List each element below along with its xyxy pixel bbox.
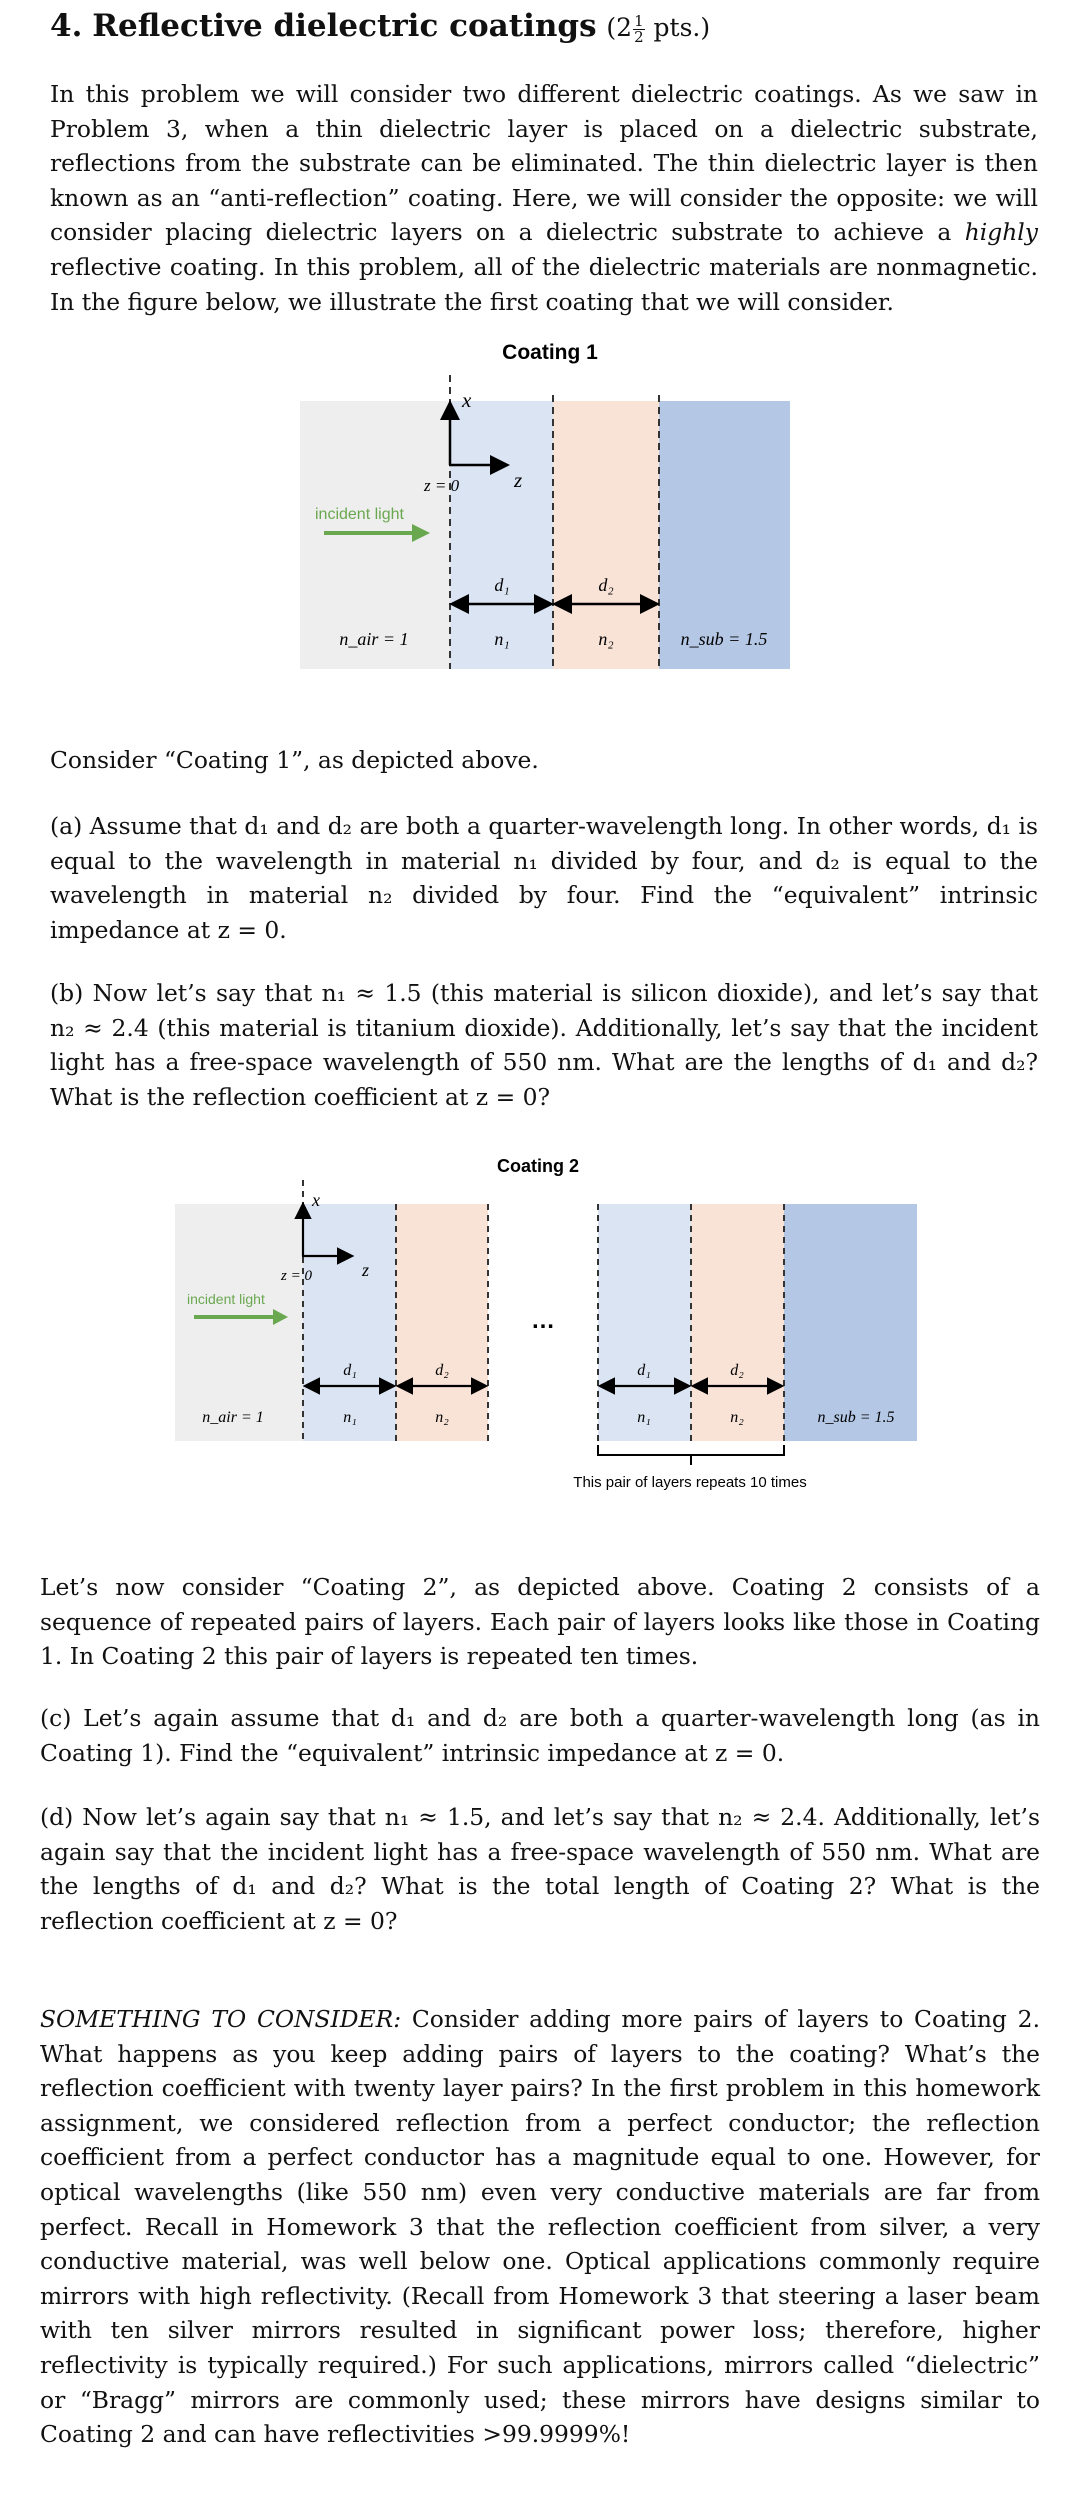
d1-label: d₁ <box>343 1362 357 1379</box>
layer1-region <box>303 1204 396 1441</box>
layer2-region <box>396 1204 488 1441</box>
something-to-consider <box>40 2002 1040 2452</box>
d1-label: d₁ <box>637 1362 651 1379</box>
z-origin-label: z = 0 <box>281 1268 312 1284</box>
d2-label: d₂ <box>598 575 614 595</box>
n1-label: n₁ <box>343 1409 357 1426</box>
layer1-region <box>598 1204 691 1441</box>
d2-label: d₂ <box>435 1362 449 1379</box>
consider-coating2: Let’s now consider “Coating 2”, as depicted above. Coating 2 consists of a sequence of repeated pairs of layers. Each pair of layers looks like those in Coating 1. In Coating 2 this pair of layers is repeated ten times. <box>40 1573 1040 1671</box>
consider-coating1: Consider “Coating 1”, as depicted above. <box>50 746 539 774</box>
part-b: (b) Now let’s say that n₁ ≈ 1.5 (this material is silicon dioxide), and let’s say that n₂ ≈ 2.4 (this material is titanium dioxide). Additionally, let’s say that the incident light has a free-space wavelength of 550 nm. What are the lengths of d₁ and d₂? What is the reflection coefficient at z = 0? <box>50 979 1038 1111</box>
coating2-title: Coating 2 <box>496 1156 580 1176</box>
layer2-region <box>691 1204 784 1441</box>
n1-label: n₁ <box>637 1409 651 1426</box>
repeat-note: This pair of layers repeats 10 times <box>573 1474 807 1491</box>
points-close: pts.) <box>645 13 711 42</box>
z-axis-label: z <box>362 1260 370 1280</box>
incident-light-label: incident light <box>187 1291 265 1307</box>
intro-emphasis: highly <box>964 218 1038 247</box>
points-frac-top: 1 <box>634 12 644 30</box>
part-d: (d) Now let’s again say that n₁ ≈ 1.5, and let’s say that n₂ ≈ 2.4. Additionally, let’s again say that the incident light has a free-space wavelength of 550 nm. What are the lengths of d₁ and d₂? What is the total length of Coating 2? What is the reflection coefficient at z = 0? <box>40 1803 1040 1935</box>
z-axis-label: z <box>514 468 523 492</box>
intro-text: In this problem we will consider two different dielectric coatings. As we saw in Problem 3, when a thin dielectric layer is placed on a dielectric substrate, reflections from the substrate can be eliminated. The thin dielectric layer is then known as an “anti-reflection” coating. Here, we will consider the opposite: we will consider placing dielectric layers on a dielectric substrate to achieve a <box>50 80 1038 247</box>
problem-points <box>606 12 711 46</box>
d2-label: d₂ <box>730 1362 744 1379</box>
coating2-figure <box>160 1140 940 1500</box>
problem-title: Reflective dielectric coatings <box>92 8 597 44</box>
part-a: (a) Assume that d₁ and d₂ are both a quarter-wavelength long. In other words, d₁ is equal to the wavelength in material n₁ divided by four, and d₂ is equal to the wavelength in material n₂ divided by four. Find the “equivalent” intrinsic impedance at z = 0. <box>50 812 1038 944</box>
ellipsis: … <box>531 1307 555 1334</box>
substrate-region <box>784 1204 917 1441</box>
z-origin-label: z = 0 <box>424 476 460 495</box>
points-frac-bottom: 2 <box>634 28 644 46</box>
x-axis-label: x <box>462 388 472 412</box>
n-sub-label: n_sub = 1.5 <box>817 1409 895 1426</box>
points-open: (2 <box>606 13 633 42</box>
intro-end: reflective coating. In this problem, all of the dielectric materials are nonmagnetic. In the figure below, we illustrate the first coating that we will consider. <box>50 252 1038 316</box>
d1-label: d₁ <box>494 575 510 595</box>
n1-label: n₁ <box>494 629 510 649</box>
coating1-figure <box>290 335 810 675</box>
points-fraction <box>633 14 645 45</box>
air-region <box>175 1204 303 1441</box>
intro-paragraph <box>50 77 1038 319</box>
n2-label: n₂ <box>435 1409 449 1426</box>
n-sub-label: n_sub = 1.5 <box>680 629 768 649</box>
problem-heading <box>50 8 710 45</box>
n2-label: n₂ <box>598 629 614 649</box>
coating1-title: Coating 1 <box>502 341 598 364</box>
incident-light-label: incident light <box>315 506 404 523</box>
n2-label: n₂ <box>730 1409 744 1426</box>
part-c: (c) Let’s again assume that d₁ and d₂ are both a quarter-wavelength long (as in Coating 1). Find the “equivalent” intrinsic impedance at z = 0. <box>40 1704 1040 1767</box>
something-label: SOMETHING TO CONSIDER: <box>40 2005 402 2033</box>
n-air-label: n_air = 1 <box>339 629 409 649</box>
repeat-bracket <box>598 1445 784 1465</box>
n-air-label: n_air = 1 <box>202 1409 264 1426</box>
problem-number: 4. <box>50 8 83 44</box>
something-text: Consider adding more pairs of layers to Coating 2. What happens as you keep adding pairs of layers to the coating? What’s the reflection coefficient with twenty layer pairs? In the first problem in this homework assignment, we considered reflection from a perfect conductor; the reflection coefficient from a perfect conductor has a magnitude equal to one. However, for optical wavelengths (like 550 nm) even very conductive materials are far from perfect. Recall in Homework 3 that the reflection coefficient from silver, a very conductive material, was well below one. Optical applications commonly require mirrors with high reflectivity. (Recall from Homework 3 that steering a laser beam with ten silver mirrors resulted in significant power loss; therefore, higher reflectivity is typically required.) For such applications, mirrors called “dielectric” or “Bragg” mirrors are commonly used; these mirrors have designs similar to Coating 2 and can have reflectivities >99.9999%! <box>40 2005 1040 2449</box>
x-axis-label: x <box>312 1190 320 1210</box>
